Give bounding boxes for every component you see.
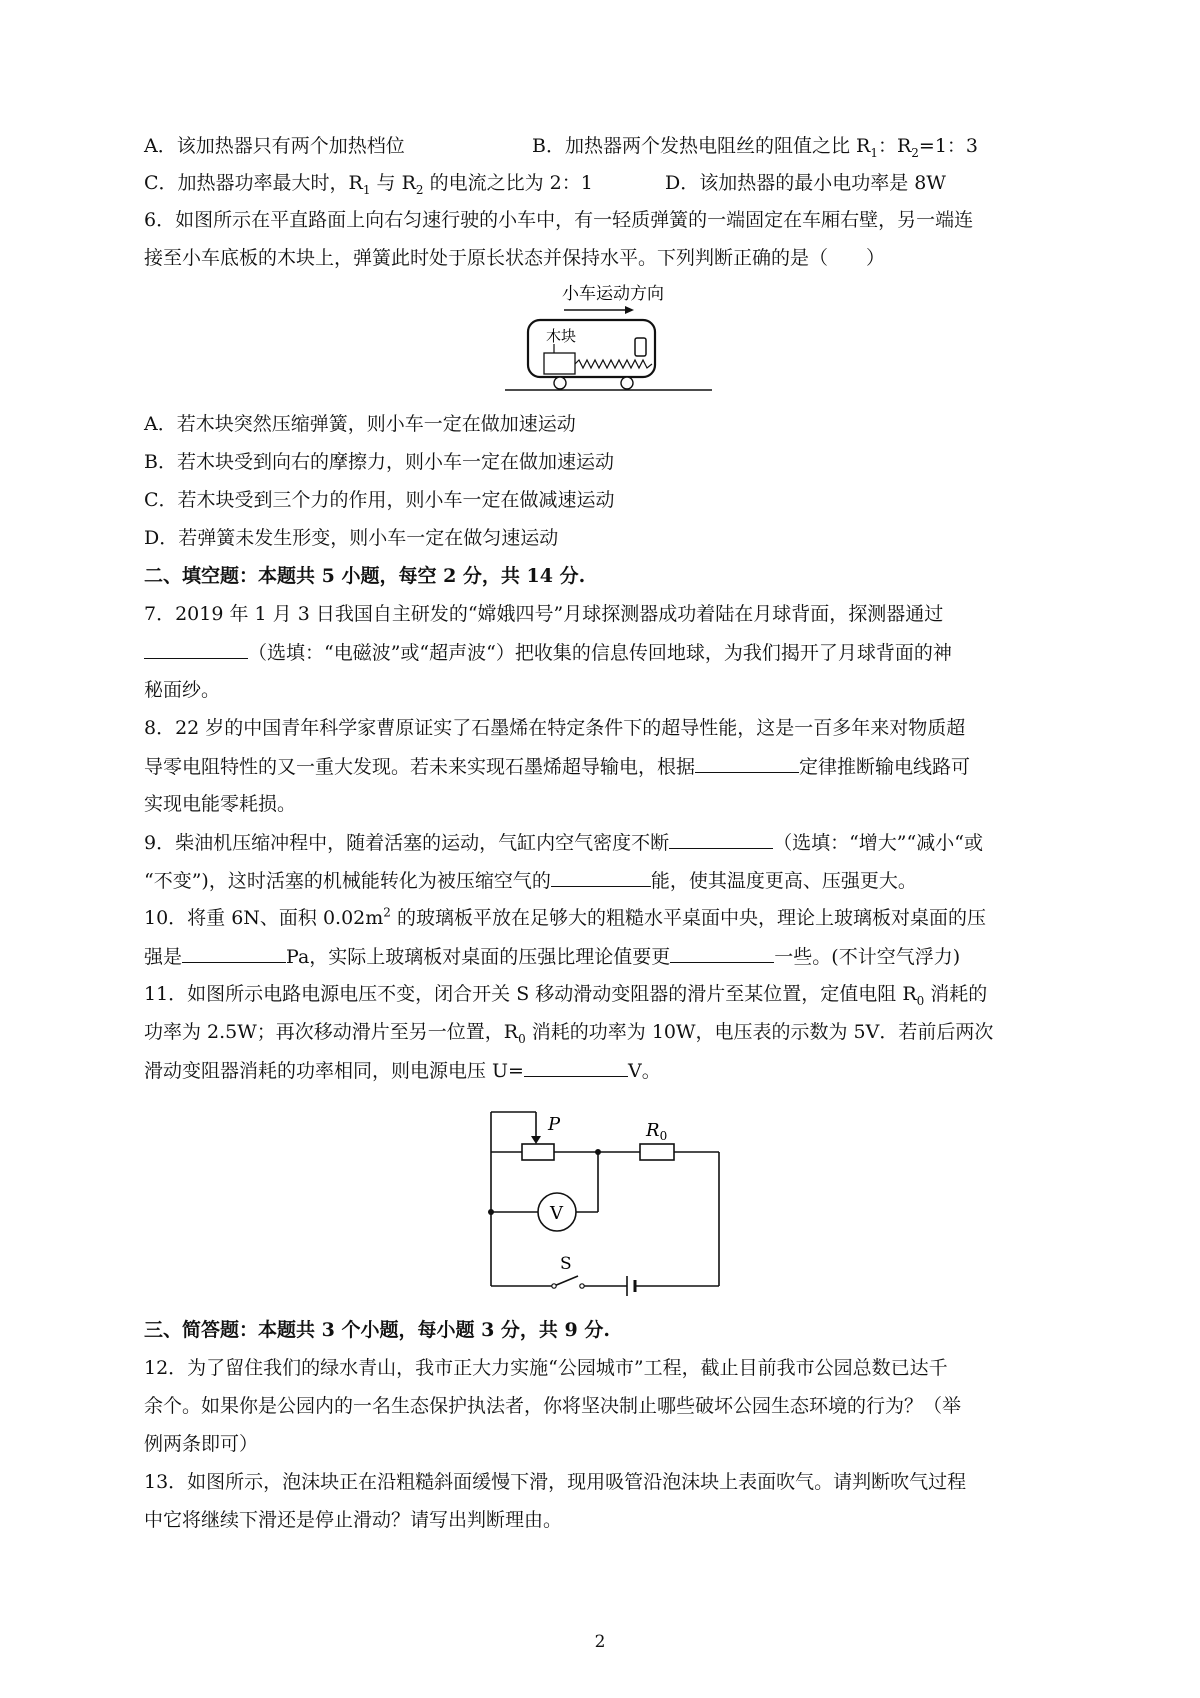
q10-answer-blank-2[interactable] — [670, 944, 774, 963]
q6-option-c: C．若木块受到三个力的作用，则小车一定在做减速运动 — [144, 489, 615, 511]
cart-spring-figure — [500, 280, 715, 400]
q6-stem-line1: 6．如图所示在平直路面上向右匀速行驶的小车中，有一轻质弹簧的一端固定在车厢右壁，另一端连 — [144, 209, 974, 231]
voltmeter-label: V — [550, 1203, 563, 1224]
direction-arrow — [564, 306, 634, 314]
q5-option-a: A．该加热器只有两个加热档位 — [144, 135, 405, 157]
q10-answer-blank-1[interactable] — [182, 944, 286, 963]
spring — [575, 360, 652, 368]
q11-line1: 11．如图所示电路电源电压不变，闭合开关 S 移动滑动变阻器的滑片至某位置，定值电阻 $R_0$ 消耗的 — [144, 983, 988, 1008]
q8-line3: 实现电能零耗损。 — [144, 793, 297, 815]
q6-stem-line2: 接至小车底板的木块上，弹簧此时处于原长状态并保持水平。下列判断正确的是（ ） — [144, 247, 886, 269]
q12-line3: 例两条即可） — [144, 1433, 259, 1455]
q6-option-b: B．若木块受到向右的摩擦力，则小车一定在做加速运动 — [144, 451, 614, 473]
q11-line2: 功率为 2.5W；再次移动滑片至另一位置，$R_0$ 消耗的功率为 10W，电压表的示数为 5V．若前后两次 — [144, 1021, 994, 1046]
section3-heading: 三、简答题：本题共 3 个小题，每小题 3 分，共 9 分. — [144, 1319, 610, 1341]
slider-label: P — [548, 1114, 561, 1135]
q12-line2: 余个。如果你是公园内的一名生态保护执法者，你将坚决制止哪些破坏公园生态环境的行为？（举 — [144, 1395, 962, 1417]
q9-line2: “不变”)，这时活塞的机械能转化为被压缩空气的 能，使其温度更高、压强更大。 — [144, 870, 917, 892]
q7-line3: 秘面纱。 — [144, 679, 221, 701]
q7-line1: 7．2019 年 1 月 3 日我国自主研发的“嫦娥四号”月球探测器成功着陆在月球背面，探测器通过 — [144, 603, 944, 625]
q10-line1: 10．将重 6N、面积 $0.02m^2$ 的玻璃板平放在足够大的粗糙水平桌面中央，理论上玻璃板对桌面的压 — [144, 905, 986, 929]
cart-direction-label: 小车运动方向 — [562, 284, 664, 304]
wood-block — [544, 353, 575, 374]
q5-option-c: C．加热器功率最大时，$R_1$ 与 $R_2$ 的电流之比为 2：1 — [144, 172, 593, 197]
cart-window — [635, 338, 646, 356]
cart-wheel-left — [554, 377, 566, 389]
q6-option-a: A．若木块突然压缩弹簧，则小车一定在做加速运动 — [144, 413, 576, 435]
cart-wheel-right — [621, 377, 633, 389]
q10-line2: 强是 Pa，实际上玻璃板对桌面的压强比理论值要更 一些。(不计空气浮力) — [144, 946, 961, 968]
q5-option-d: D．该加热器的最小电功率是 8W — [665, 172, 946, 194]
q7-line2: （选填：“电磁波”或“超声波“）把收集的信息传回地球，为我们揭开了月球背面的神 — [144, 640, 952, 665]
q13-line1: 13．如图所示，泡沫块正在沿粗糙斜面缓慢下滑，现用吸管沿泡沫块上表面吹气。请判断吹气过程 — [144, 1471, 967, 1493]
q7-answer-blank[interactable] — [144, 640, 248, 659]
resistor-label: $R_0$ — [646, 1120, 668, 1143]
q8-line2: 导零电阻特性的又一重大发现。若未来实现石墨烯超导输电，根据 定律推断输电线路可 — [144, 756, 971, 778]
switch-label: S — [560, 1254, 572, 1274]
q5-option-b: B．加热器两个发热电阻丝的阻值之比 $R_1$：$R_2=1$：3 — [532, 135, 979, 160]
section2-heading: 二、填空题：本题共 5 小题，每空 2 分，共 14 分. — [144, 565, 586, 587]
slider-arrow — [531, 1136, 541, 1144]
q11-answer-blank[interactable] — [524, 1058, 628, 1077]
q11-line3: 滑动变阻器消耗的功率相同，则电源电压 U= V。 — [144, 1060, 661, 1082]
q9-answer-blank-1[interactable] — [669, 830, 773, 849]
q13-line2: 中它将继续下滑还是停止滑动？请写出判断理由。 — [144, 1509, 563, 1531]
block-label: 木块 — [546, 327, 577, 345]
q8-line1: 8．22 岁的中国青年科学家曹原证实了石墨烯在特定条件下的超导性能，这是一百多年来对物质超 — [144, 717, 966, 739]
circuit-diagram — [480, 1100, 740, 1300]
page-number: 2 — [594, 1632, 606, 1652]
q6-option-d: D．若弹簧未发生形变，则小车一定在做匀速运动 — [144, 527, 559, 549]
q9-answer-blank-2[interactable] — [551, 868, 651, 887]
q12-line1: 12．为了留住我们的绿水青山，我市正大力实施“公园城市”工程，截止目前我市公园总数已达千 — [144, 1357, 948, 1379]
q8-answer-blank[interactable] — [695, 754, 799, 773]
q9-line1: 9．柴油机压缩冲程中，随着活塞的运动，气缸内空气密度不断 （选填：“增大”“减小“或 — [144, 832, 983, 854]
